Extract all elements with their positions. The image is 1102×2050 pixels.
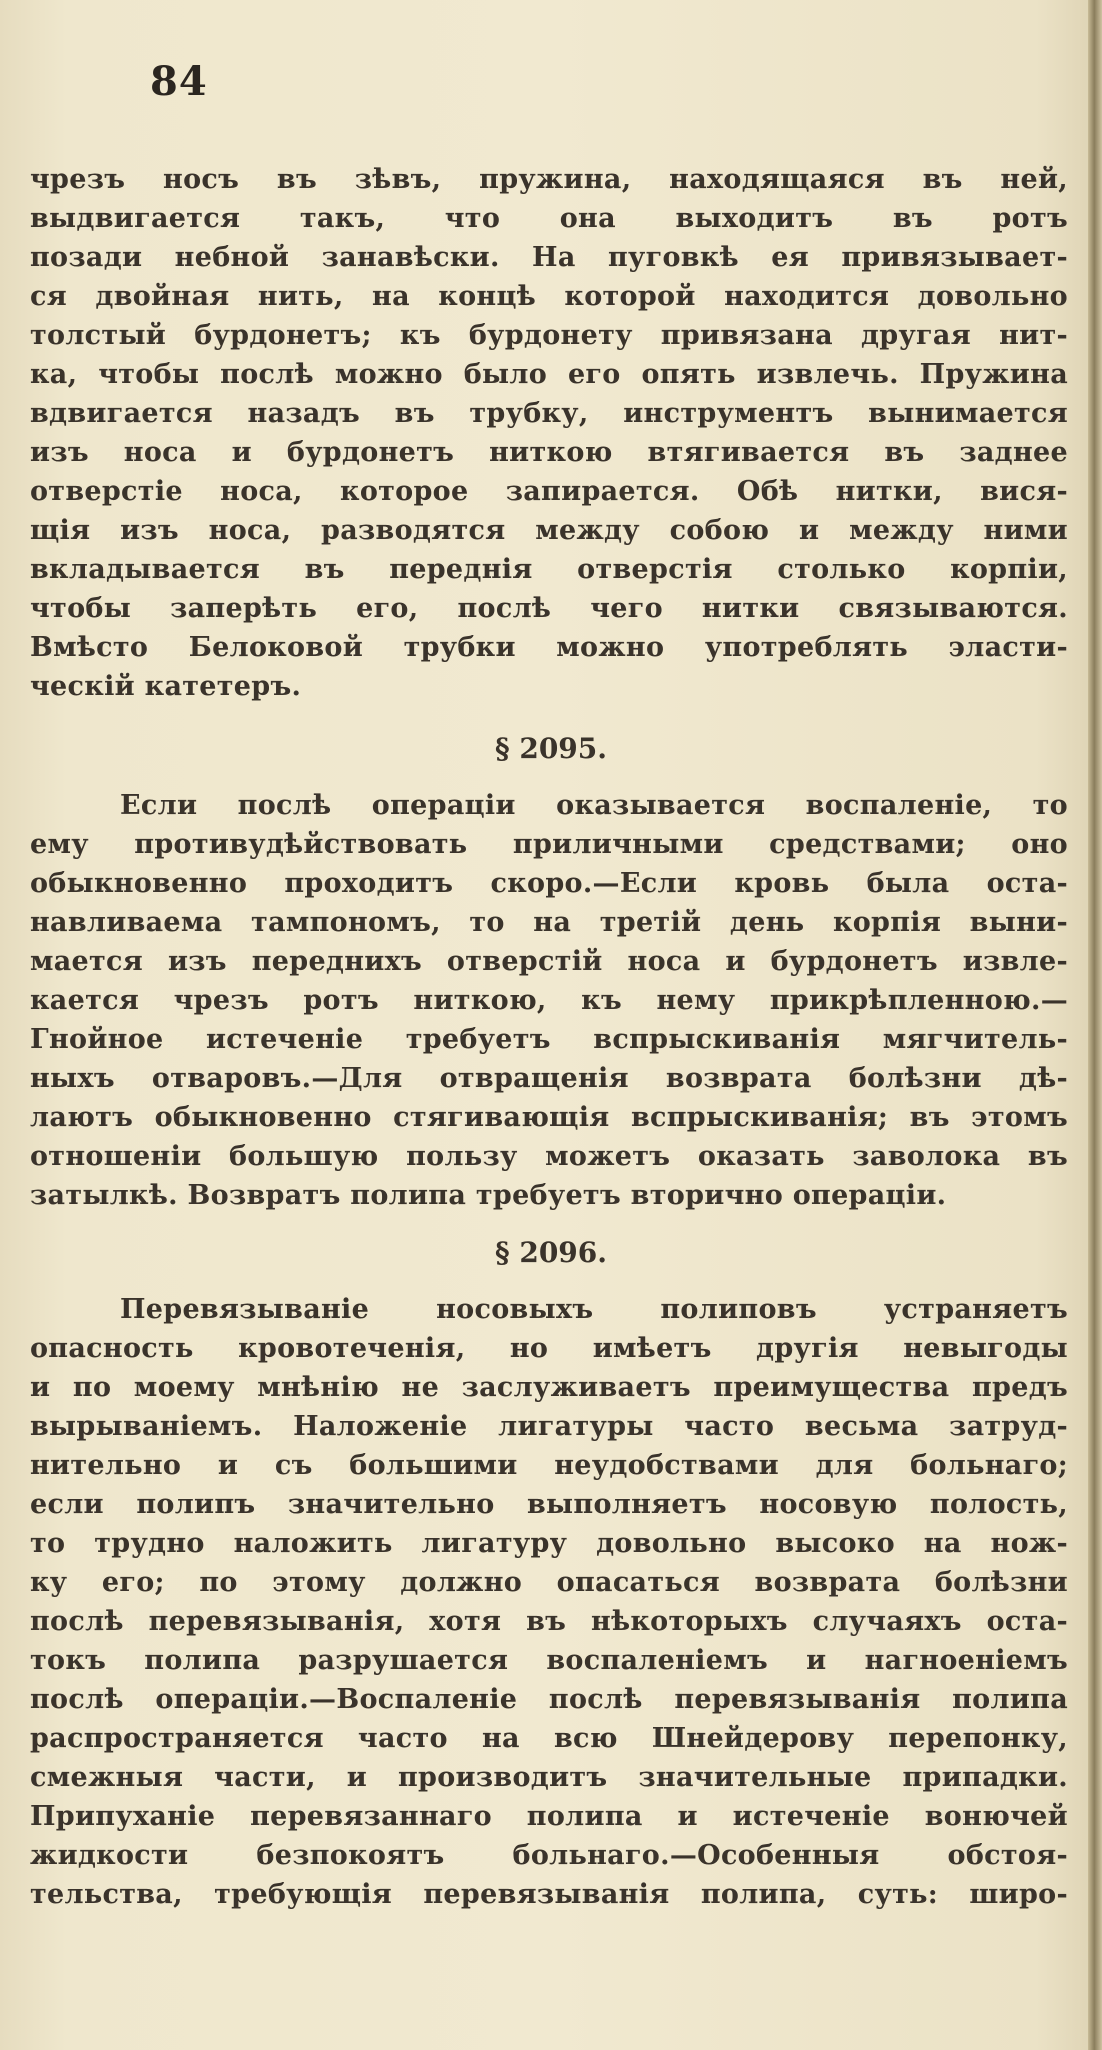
text-line: обыкновенно проходитъ скоро.—Если кровь была оста- (30, 868, 1068, 899)
page-binding-edge (1088, 0, 1102, 2050)
text-line: вкладывается въ переднія отверстія столько корпіи, (30, 554, 1068, 585)
page-number: 84 (150, 58, 208, 105)
text-line: тельства, требующія перевязыванія полипа, суть: широ- (30, 1879, 1068, 1910)
text-line: изъ носа и бурдонетъ ниткою втягивается въ заднее (30, 437, 1068, 468)
text-line: распространяется часто на всю Шнейдерову перепонку, (30, 1723, 1068, 1754)
text-line: вдвигается назадъ въ трубку, инструментъ вынимается (30, 398, 1068, 429)
text-line: мается изъ переднихъ отверстій носа и бурдонетъ извле- (30, 946, 1068, 977)
text-line: позади небной занавѣски. На пуговкѣ ея привязывает- (30, 242, 1068, 273)
text-line: кается чрезъ ротъ ниткою, къ нему прикрѣпленною.— (30, 985, 1068, 1016)
text-line: затылкѣ. Возвратъ полипа требуетъ вторично операціи. (30, 1180, 947, 1211)
text-line: Припуханіе перевязаннаго полипа и истеченіе вонючей (30, 1801, 1068, 1832)
text-line: смежныя части, и производитъ значительные припадки. (30, 1762, 1068, 1793)
text-line: чрезъ носъ въ зѣвъ, пружина, находящаяся въ ней, (30, 164, 1068, 195)
text-line: нительно и съ большими неудобствами для больнаго; (30, 1450, 1068, 1481)
text-line: Перевязываніе носовыхъ полиповъ устраняетъ (120, 1294, 1068, 1325)
text-line: Гнойное истеченіе требуетъ вспрыскиванія мягчитель- (30, 1024, 1068, 1055)
text-line: ка, чтобы послѣ можно было его опять извлечь. Пружина (30, 359, 1068, 390)
paragraph-section-2095 (30, 786, 1068, 1215)
text-line: чтобы заперѣть его, послѣ чего нитки связываются. (30, 593, 1068, 624)
text-line: отверстіе носа, которое запирается. Обѣ нитки, вися- (30, 476, 1068, 507)
text-line: толстый бурдонетъ; къ бурдонету привязана другая нит- (30, 320, 1068, 351)
text-line: Вмѣсто Белоковой трубки можно употреблять эласти- (30, 632, 1068, 663)
text-line: ся двойная нить, на концѣ которой находится довольно (30, 281, 1068, 312)
text-line: ку его; по этому должно опасаться возврата болѣзни (30, 1567, 1068, 1598)
section-heading-2096: § 2096. (494, 1236, 608, 1269)
text-line: ему противудѣйствовать приличными средствами; оно (30, 829, 1068, 860)
section-heading-2095: § 2095. (494, 732, 608, 765)
paragraph-continuation (30, 160, 1068, 706)
text-line: и по моему мнѣнію не заслуживаетъ преимущества предъ (30, 1372, 1068, 1403)
text-line: ческій катетеръ. (30, 671, 302, 702)
paragraph-section-2096 (30, 1290, 1068, 1914)
text-line: токъ полипа разрушается воспаленіемъ и нагноеніемъ (30, 1645, 1068, 1676)
text-line: опасность кровотеченія, но имѣетъ другія невыгоды (30, 1333, 1068, 1364)
text-line: послѣ перевязыванія, хотя въ нѣкоторыхъ случаяхъ оста- (30, 1606, 1068, 1637)
text-line: отношеніи большую пользу можетъ оказать заволока въ (30, 1141, 1068, 1172)
text-line: выдвигается такъ, что она выходитъ въ ротъ (30, 203, 1068, 234)
text-line: то трудно наложить лигатуру довольно высоко на нож- (30, 1528, 1068, 1559)
text-line: щія изъ носа, разводятся между собою и между ними (30, 515, 1068, 546)
text-line: навливаема тампономъ, то на третій день корпія выни- (30, 907, 1068, 938)
text-line: вырываніемъ. Наложеніе лигатуры часто весьма затруд- (30, 1411, 1068, 1442)
text-line: ныхъ отваровъ.—Для отвращенія возврата болѣзни дѣ- (30, 1063, 1068, 1094)
text-line: послѣ операціи.—Воспаленіе послѣ перевязыванія полипа (30, 1684, 1068, 1715)
text-line: если полипъ значительно выполняетъ носовую полость, (30, 1489, 1068, 1520)
text-line: лаютъ обыкновенно стягивающія вспрыскиванія; въ этомъ (30, 1102, 1068, 1133)
text-line: Если послѣ операціи оказывается воспаленіе, то (120, 790, 1068, 821)
text-line: жидкости безпокоятъ больнаго.—Особенныя обстоя- (30, 1840, 1068, 1871)
